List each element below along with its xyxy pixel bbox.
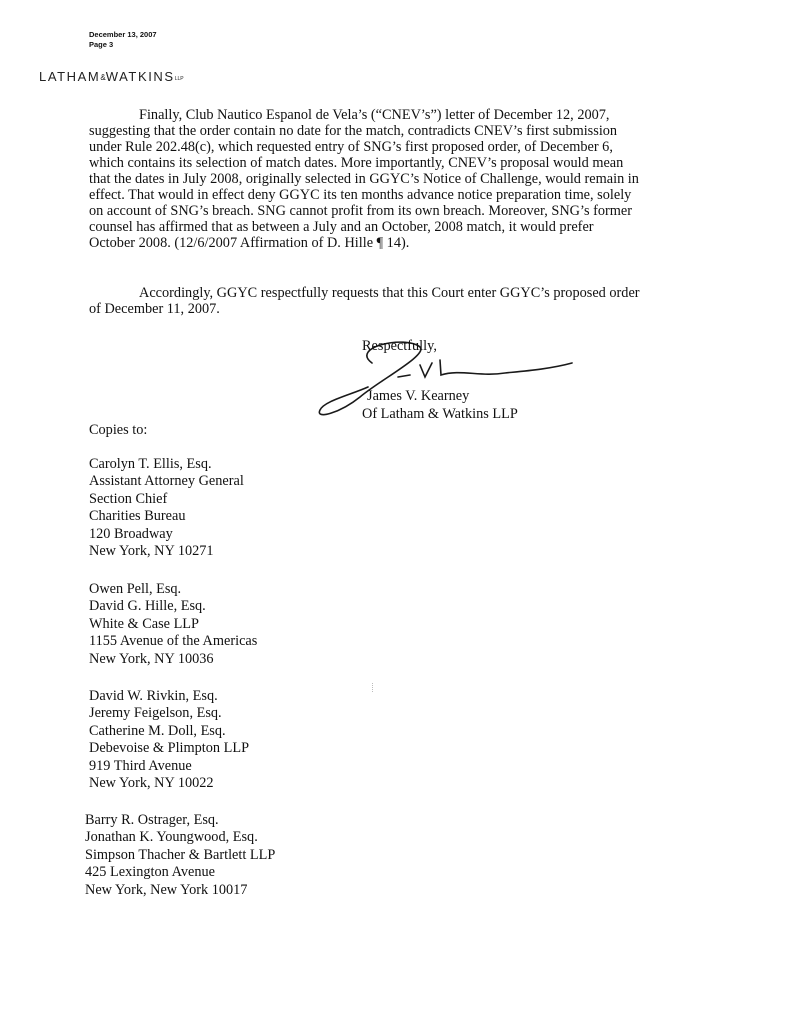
logo-part-watkins: WATKINS (105, 69, 175, 84)
paragraph-line: effect. That would in effect deny GGYC its ten months advance notice preparation time, solely (89, 187, 632, 203)
address-line: Simpson Thacher & Bartlett LLP (85, 846, 276, 863)
recipient-address (89, 581, 257, 668)
address-line: Owen Pell, Esq. (89, 581, 182, 597)
recipient-address (89, 456, 244, 560)
paragraph-line: of December 11, 2007. (89, 301, 220, 317)
address-line: 919 Third Avenue (89, 757, 192, 774)
paragraph-line: October 2008. (12/6/2007 Affirmation of D. Hille ¶ 14). (89, 235, 410, 251)
logo-ampersand: & (100, 73, 106, 82)
recipient-address (89, 688, 249, 792)
address-line: Debevoise & Plimpton LLP (89, 740, 250, 757)
page-header (89, 30, 157, 50)
paragraph-line: Finally, Club Nautico Espanol de Vela’s (“CNEV’s”) letter of December 12, 2007, (139, 107, 610, 123)
address-line: 1155 Avenue of the Americas (89, 633, 258, 650)
address-line: Carolyn T. Ellis, Esq. (89, 456, 212, 472)
signatory-firm: Of Latham & Watkins LLP (362, 406, 518, 422)
address-line: David W. Rivkin, Esq. (89, 688, 218, 704)
paragraph-line: suggesting that the order contain no date for the match, contradicts CNEV’s first submission (89, 123, 618, 139)
recipient-address (85, 812, 275, 899)
logo-part-latham: LATHAM (39, 69, 101, 84)
paragraph-line: counsel has affirmed that as between a July and an October, 2008 match, it would prefer (89, 219, 594, 235)
signature-closing: Respectfully, (362, 338, 437, 354)
paragraph-line: on account of SNG’s breach. SNG cannot profit from its own breach. Moreover, SNG’s former (89, 203, 632, 219)
address-line: New York, NY 10022 (89, 775, 214, 792)
header-page-number: Page 3 (89, 40, 114, 49)
address-line: New York, NY 10271 (89, 543, 214, 560)
address-line: New York, New York 10017 (85, 881, 248, 898)
logo-llp: LLP (174, 76, 184, 82)
paragraph-line: that the dates in July 2008, originally selected in GGYC’s Notice of Challenge, would remain in (89, 171, 639, 187)
copies-to-label: Copies to: (89, 422, 148, 438)
paragraph-line: under Rule 202.48(c), which requested entry of SNG’s first proposed order, of December 6, (89, 139, 613, 155)
paragraph-line: Accordingly, GGYC respectfully requests that this Court enter GGYC’s proposed order (139, 285, 640, 301)
firm-logo (39, 69, 184, 84)
paragraph-line: which contains its selection of match dates. More importantly, CNEV’s proposal would mean (89, 155, 624, 171)
address-line: White & Case LLP (89, 615, 199, 632)
scan-artifact (372, 683, 375, 692)
body-paragraph-2 (89, 285, 640, 317)
address-line: Section Chief (89, 490, 168, 507)
signatory-name: James V. Kearney (367, 388, 470, 404)
header-date: December 13, 2007 (89, 30, 157, 39)
address-line: Jeremy Feigelson, Esq. (89, 705, 222, 722)
body-paragraph-1 (89, 107, 639, 251)
address-line: Catherine M. Doll, Esq. (89, 722, 226, 739)
signature-v-stroke (398, 360, 572, 377)
address-line: Jonathan K. Youngwood, Esq. (85, 829, 258, 846)
address-line: New York, NY 10036 (89, 650, 214, 667)
address-line: Assistant Attorney General (89, 473, 244, 490)
address-line: Barry R. Ostrager, Esq. (85, 812, 219, 828)
address-line: David G. Hille, Esq. (89, 598, 206, 615)
address-line: Charities Bureau (89, 508, 186, 525)
address-line: 120 Broadway (89, 525, 173, 542)
address-line: 425 Lexington Avenue (85, 864, 215, 881)
